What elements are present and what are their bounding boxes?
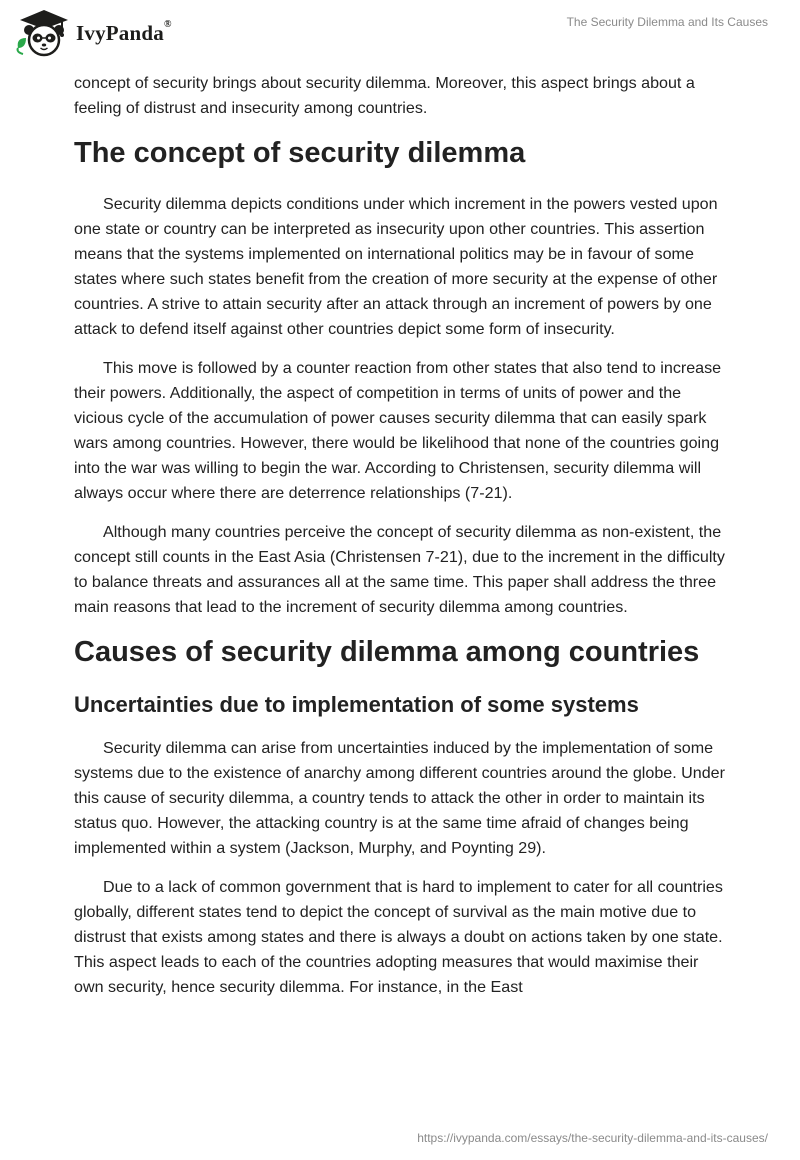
ivypanda-logo[interactable] [14,8,214,58]
article-body [74,71,726,1014]
body-paragraph: Security dilemma can arise from uncertainties induced by the implementation of some systems due to the existence of anarchy among different countries around the globe. Under this cause of security dilemma, a country tends to attack the other in order to maintain its status quo. However, the attacking country is at the same time afraid of changes being implemented within a system (Jackson, Murphy, and Poynting 29). [74,739,725,857]
body-paragraph: Security dilemma depicts conditions under which increment in the powers vested upon one state or country can be interpreted as insecurity upon other countries. This assertion means that the systems implemented on international politics may be in favour of some states where such states benefit from the creation of more security at the expense of other countries. A strive to attain security after an attack through an increment of powers by one attack to defend itself against other countries depict some form of insecurity. [74,195,718,338]
section-heading-concept: The concept of security dilemma [74,137,526,169]
body-paragraph: Although many countries perceive the concept of security dilemma as non-existent, the concept still counts in the East Asia (Christensen 7-21), due to the increment in the difficulty to balance threats and assurances all at the same time. This paper shall address the three main reasons that lead to the increment of security dilemma among countries. [74,523,725,616]
subsection-heading-uncertainties: Uncertainties due to implementation of some systems [74,692,639,717]
running-title: The Security Dilemma and Its Causes [566,15,768,29]
page-header [0,0,800,70]
panda-graduate-icon [14,8,74,58]
body-paragraph: Due to a lack of common government that is hard to implement to cater for all countries globally, different states tend to depict the concept of survival as the main motive due to distrust that exists among states and there is always a doubt on actions taken by one state. This aspect leads to each of the countries adopting measures that would maximise their own security, hence security dilemma. For instance, in the East [74,878,723,996]
source-url[interactable]: https://ivypanda.com/essays/the-security-dilemma-and-its-causes/ [417,1131,768,1145]
brand-name: IvyPanda® [76,19,172,45]
intro-paragraph: concept of security brings about security dilemma. Moreover, this aspect brings about a feeling of distrust and insecurity among countries. [74,74,695,117]
section-heading-causes: Causes of security dilemma among countries [74,636,700,668]
body-paragraph: This move is followed by a counter reaction from other states that also tend to increase their powers. Additionally, the aspect of competition in terms of units of power and the vicious cycle of the accumulation of power causes security dilemma that can easily spark wars among countries. However, there would be likelihood that none of the countries going into the war was willing to begin the war. According to Christensen, security dilemma will always occur where there are deterrence relationships (7-21). [74,359,722,502]
